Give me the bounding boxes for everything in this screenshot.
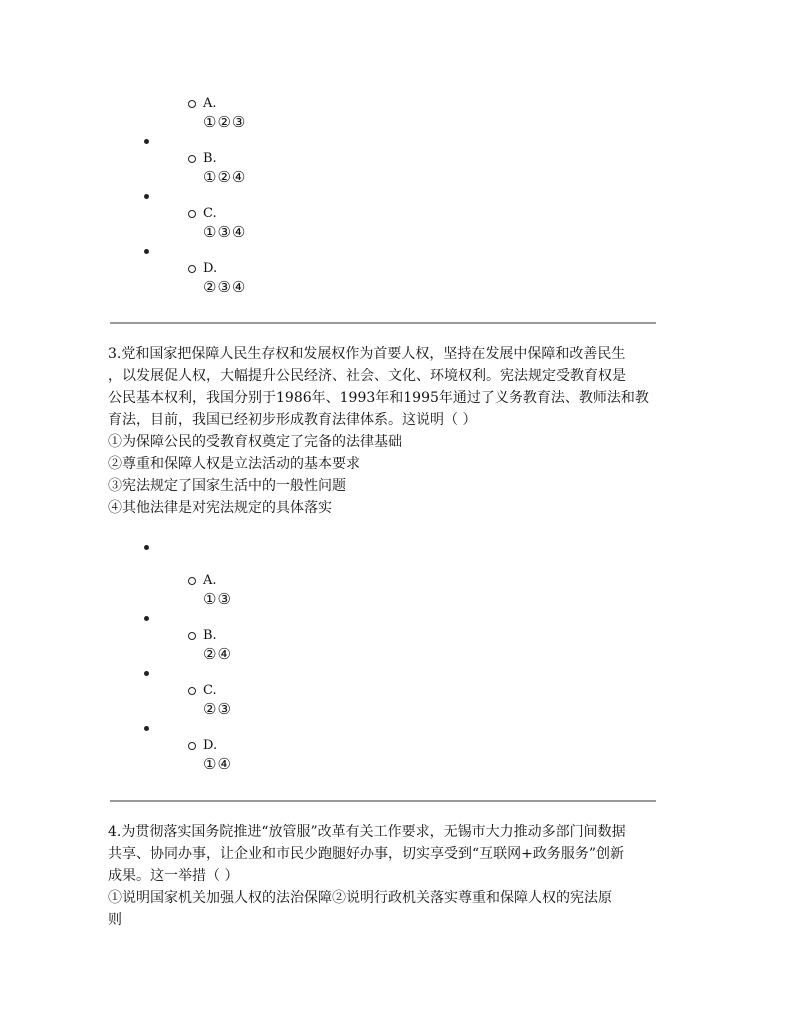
list-bullet xyxy=(144,139,149,144)
list-bullet xyxy=(144,545,149,550)
option-letter[interactable]: D. xyxy=(203,738,218,753)
option-marker xyxy=(188,100,196,108)
stem-line: 3.党和国家把保障人民生存权和发展权作为首要人权，坚持在发展中保障和改善民生 xyxy=(108,346,626,362)
option-answer: ②③④ xyxy=(203,278,247,296)
option-answer[interactable]: ①④ xyxy=(203,755,232,773)
option-answer: ①②③ xyxy=(203,113,247,131)
stem-line: 4.为贯彻落实国务院推进“放管服”改革有关工作要求，无锡市大力推动多部门间数据 xyxy=(108,824,626,840)
option-marker xyxy=(188,687,196,695)
statement: ②尊重和保障人权是立法活动的基本要求 xyxy=(108,456,360,472)
question-divider xyxy=(110,322,656,324)
option-letter[interactable]: A. xyxy=(203,573,217,588)
list-bullet xyxy=(144,194,149,199)
stem-line: ，以发展促人权，大幅提升公民经济、社会、文化、环境权利。宪法规定受教育权是 xyxy=(108,368,626,384)
list-bullet xyxy=(144,726,149,731)
statement: ④其他法律是对宪法规定的具体落实 xyxy=(108,500,332,516)
list-bullet xyxy=(144,249,149,254)
option-answer: ①③④ xyxy=(203,223,247,241)
question-divider xyxy=(110,800,656,802)
question-4-stem xyxy=(108,821,688,931)
statement: 则 xyxy=(108,912,122,928)
option-letter[interactable]: B. xyxy=(203,628,217,643)
statement: ①为保障公民的受教育权奠定了完备的法律基础 xyxy=(108,434,402,450)
option-answer[interactable]: ①③ xyxy=(203,590,232,608)
option-marker xyxy=(188,210,196,218)
option-answer: ①②④ xyxy=(203,168,247,186)
option-marker xyxy=(188,742,196,750)
option-marker xyxy=(188,155,196,163)
option-letter: A. xyxy=(203,96,217,111)
option-marker xyxy=(188,577,196,585)
statement: ③宪法规定了国家生活中的一般性问题 xyxy=(108,478,346,494)
option-letter: C. xyxy=(203,206,217,221)
list-bullet xyxy=(144,671,149,676)
stem-line: 公民基本权利，我国分别于1986年、1993年和1995年通过了义务教育法、教师法和教 xyxy=(108,390,649,406)
option-letter: B. xyxy=(203,151,217,166)
stem-line: 共享、协同办事，让企业和市民少跑腿好办事，切实享受到“互联网+政务服务”创新 xyxy=(108,846,625,862)
option-letter: D. xyxy=(203,261,218,276)
option-marker xyxy=(188,632,196,640)
option-letter[interactable]: C. xyxy=(203,683,217,698)
option-answer[interactable]: ②③ xyxy=(203,700,232,718)
question-3-stem xyxy=(108,343,688,519)
list-bullet xyxy=(144,616,149,621)
option-marker xyxy=(188,265,196,273)
stem-line: 成果。这一举措（ ） xyxy=(108,868,239,884)
stem-line: 育法，目前，我国已经初步形成教育法律体系。这说明（ ） xyxy=(108,412,477,428)
option-answer[interactable]: ②④ xyxy=(203,645,232,663)
statement: ①说明国家机关加强人权的法治保障②说明行政机关落实尊重和保障人权的宪法原 xyxy=(108,890,612,906)
